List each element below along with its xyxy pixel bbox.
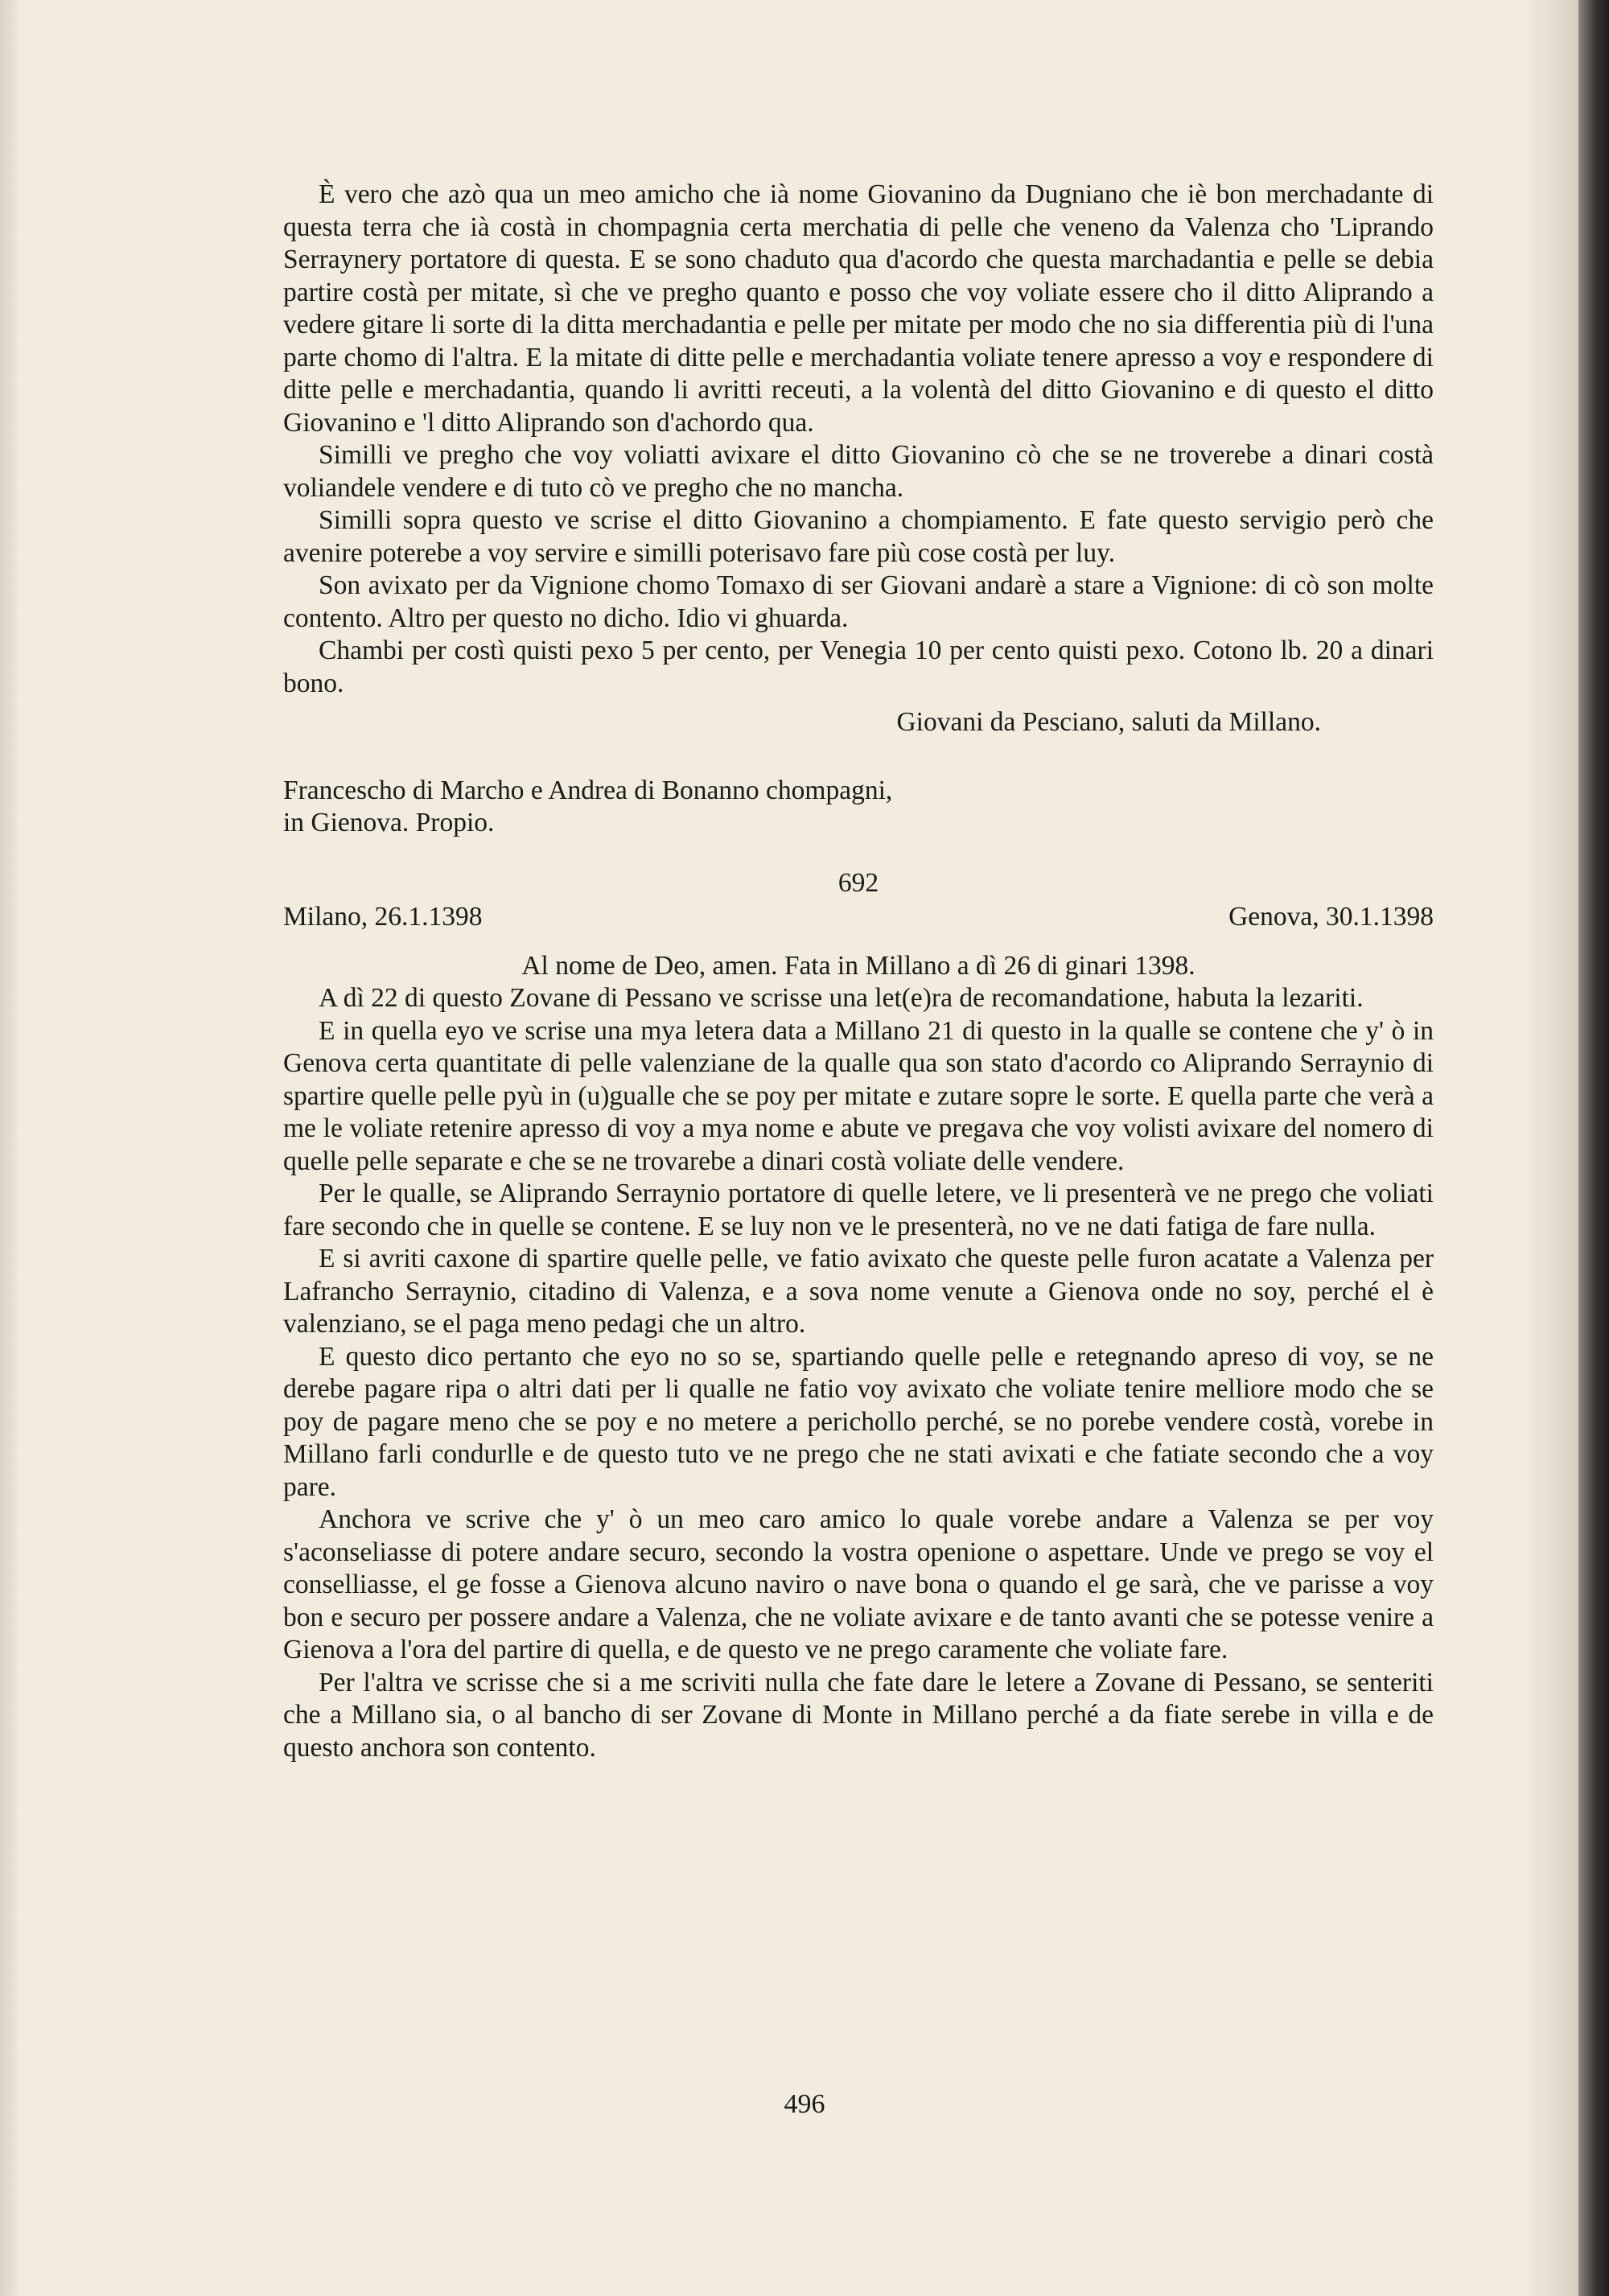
paragraph: Anchora ve scrive che y' ò un meo caro amico lo quale vorebe andare a Valenza se per voy s'aconseliasse di potere andare securo, secondo la vostra openione o aspettare. Unde ve prego se voy el conselliasse, el ge fosse a Gienova alcuno naviro o nave bona o quando el ge sarà, che ve parisse a voy bon e securo per possere andare a Valenza, che ne voliate avixare e de tanto avanti che se potesse venire a Gienova a l'ora del partire di quella, e de questo ve ne prego caramente che voliate fare. bbox=[283, 1504, 1434, 1664]
address-line-1: Francescho di Marcho e Andrea di Bonanno chompagni, bbox=[283, 775, 893, 805]
paragraph: Per le qualle, se Aliprando Serraynio portatore di quelle letere, ve li presenterà ve ne prego che voliati fare secondo che in quelle se contene. E se luy non ve le presenterà, no ve ne dati fatiga de fare nulla. bbox=[283, 1179, 1434, 1241]
letter-number: 692 bbox=[837, 867, 879, 898]
paragraph: È vero che azò qua un meo amicho che ià nome Giovanino da Dugniano che iè bon merchadante di questa terra che ià costà in chompagnia certa merchatia di pelle che veneno da Valenza cho 'Liprando Serraynery portatore di questa. E se sono chaduto qua d'acordo che questa marchadantia e pelle se debia partire costà per mitate, sì che ve pregho quanto e posso che voy voliate essere cho il ditto Aliprando a vedere gitare li sorte di la ditta merchadantia e pelle per mitate per modo che no sia differentia più di l'una parte chomo di l'altra. E la mitate di ditte pelle e merchadantia voliate tenere apresso a voy e respondere di ditte pelle e merchadantia, quando li avritti receuti, a la volentà del ditto Giovanino e di questo el ditto Giovanino e 'l ditto Aliprando son d'achordo qua. bbox=[283, 179, 1434, 438]
paragraph: A dì 22 di questo Zovane di Pessano ve scrisse una let(e)ra de recomandatione, habuta la lezariti. bbox=[319, 983, 1364, 1013]
paragraph: E questo dico pertanto che eyo no so se, spartiando quelle pelle e retegnando apreso di voy, se ne derebe pagare ripa o altri dati per li qualle ne fatio voy avixato che voliate tenire melliore modo che se poy de pagare meno che se poy e no metere a perichollo perché, se no porebe vendere costà, vorebe in Millano farli condurlle e de questo tuto ve ne prego che ne stati avixati e che fatiate secondo che a voy pare. bbox=[283, 1341, 1434, 1502]
signature: Giovani da Pesciano, saluti da Millano. bbox=[896, 707, 1321, 737]
page-number: 496 bbox=[784, 2089, 825, 2119]
origin-date: Milano, 26.1.1398 bbox=[283, 902, 483, 932]
paragraph: Similli ve pregho che voy voliatti avixare el ditto Giovanino cò che se ne troverebe a dinari costà voliandele vendere e di tuto cò ve pregho che no mancha. bbox=[283, 440, 1434, 503]
paragraph: Son avixato per da Vignione chomo Tomaxo di ser Giovani andarè a stare a Vignione: di cò son molte contento. Altro per questo no dicho. Idio vi ghuarda. bbox=[283, 570, 1434, 633]
page-edge-right bbox=[1530, 0, 1578, 2296]
dateline bbox=[283, 901, 1434, 934]
paragraph: Per l'altra ve scrisse che si a me scriviti nulla che fate dare le letere a Zovane di Pessano, se senteriti che a Millano sia, o al bancho di ser Zovane di Monte in Millano perché a da fiate serebe in villa e de questo anchora son contento. bbox=[283, 1667, 1434, 1763]
paragraph: E in quella eyo ve scrise una mya letera data a Millano 21 di questo in la qualle se contene che y' ò in Genova certa quantitate di pelle valenziane de la qualle qua son stato d'acordo co Aliprando Serraynio di spartire quelle pelle pyù in (u)gualle che se poy per mitate e zutare sopre le sorte. E quella parte che verà a me le voliate retenire apresso di voy a mya nome e abute ve pregava che voy volisti avixare del nomero di quelle pelle separate e che se ne trovarebe a dinari costà voliate delle vendere. bbox=[283, 1015, 1434, 1176]
destination-date: Genova, 30.1.1398 bbox=[1228, 902, 1434, 932]
paragraph: Similli sopra questo ve scrise el ditto Giovanino a chompiamento. E fate questo servigio però che avenire poterebe a voy servire e similli poterisavo fare più cose costà per luy. bbox=[283, 505, 1434, 568]
paragraph: E si avriti caxone di spartire quelle pelle, ve fatio avixato che queste pelle furon acatate a Valenza per Lafrancho Serraynio, citadino di Valenza, e a sova nome venute a Gienova onde no soy, perché el è valenziano, se el paga meno pedagi che un altro. bbox=[283, 1244, 1434, 1339]
letter-heading: Al nome de Deo, amen. Fata in Millano a dì 26 di ginari 1398. bbox=[521, 950, 1195, 981]
page-edge-left bbox=[0, 0, 18, 2296]
book-spine-shadow bbox=[1578, 0, 1609, 2296]
paragraph: Chambi per costì quisti pexo 5 per cento, per Venegia 10 per cento quisti pexo. Cotono lb. 20 a dinari bono. bbox=[283, 636, 1434, 698]
letter-text-block bbox=[283, 179, 1434, 1764]
address-line-2: in Gienova. Propio. bbox=[283, 808, 495, 837]
